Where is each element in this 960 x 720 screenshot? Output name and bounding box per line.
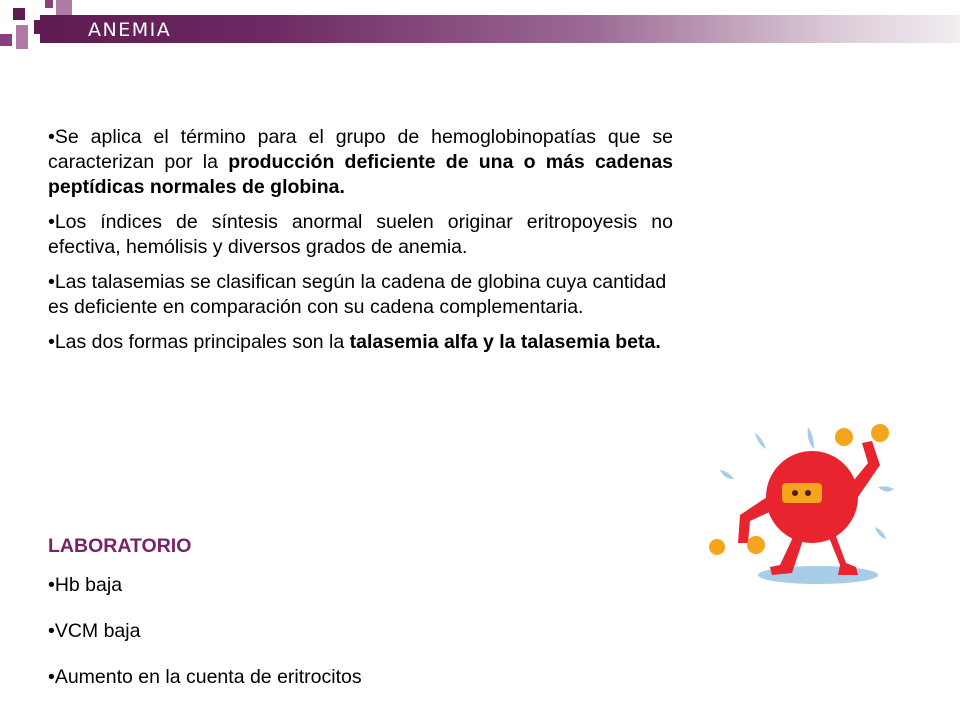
decor-square <box>45 0 53 8</box>
paragraph-text: •Las dos formas principales son la <box>48 331 350 353</box>
list-item: •VCM baja <box>48 620 141 642</box>
list-item: •Hb baja <box>48 574 123 596</box>
mascot-eye <box>805 490 811 496</box>
mascot-hand <box>835 428 853 446</box>
splash-drop <box>808 427 814 449</box>
mascot-eye-band <box>782 483 822 503</box>
paragraph-indices: •Los índices de síntesis anormal suelen originar eritropoyesis no efectiva, hemólisis y diversos grados de anemia. <box>48 211 673 258</box>
mascot-eye <box>792 490 798 496</box>
header-bar <box>40 15 960 43</box>
splash-drop <box>875 527 886 539</box>
list-item: •Aumento en la cuenta de eritrocitos <box>48 666 362 688</box>
decor-square <box>16 25 28 49</box>
paragraph-definition <box>48 125 673 200</box>
main-content <box>48 125 673 365</box>
decor-square <box>0 34 12 46</box>
decor-square <box>13 8 25 20</box>
blood-cell-mascot-icon <box>700 415 900 590</box>
paragraph-forms <box>48 330 673 355</box>
splash-drop <box>755 433 766 449</box>
mascot-hand <box>871 424 889 442</box>
paragraph-classification: •Las talasemias se clasifican según la cadena de globina cuya cantidad es deficiente en comparación con su cadena complementaria. <box>48 271 667 318</box>
mascot-hand <box>709 539 725 555</box>
splash-drop <box>720 470 734 479</box>
paragraph-bold-text: talasemia alfa y la talasemia beta. <box>349 331 661 353</box>
laboratory-list <box>48 573 362 711</box>
mascot-hand <box>747 536 765 554</box>
splash-drop <box>878 486 894 491</box>
paragraph-text: •Se aplica el término para el grupo de hemoglobinopatías que se caracterizan por la <box>48 126 673 173</box>
laboratory-title: LABORATORIO <box>48 535 192 557</box>
decor-square <box>56 0 72 16</box>
paragraph-bold-text: producción deficiente de una o más cadenas peptídicas normales de globina. <box>48 151 674 198</box>
header-title: ANEMIA <box>88 19 172 41</box>
